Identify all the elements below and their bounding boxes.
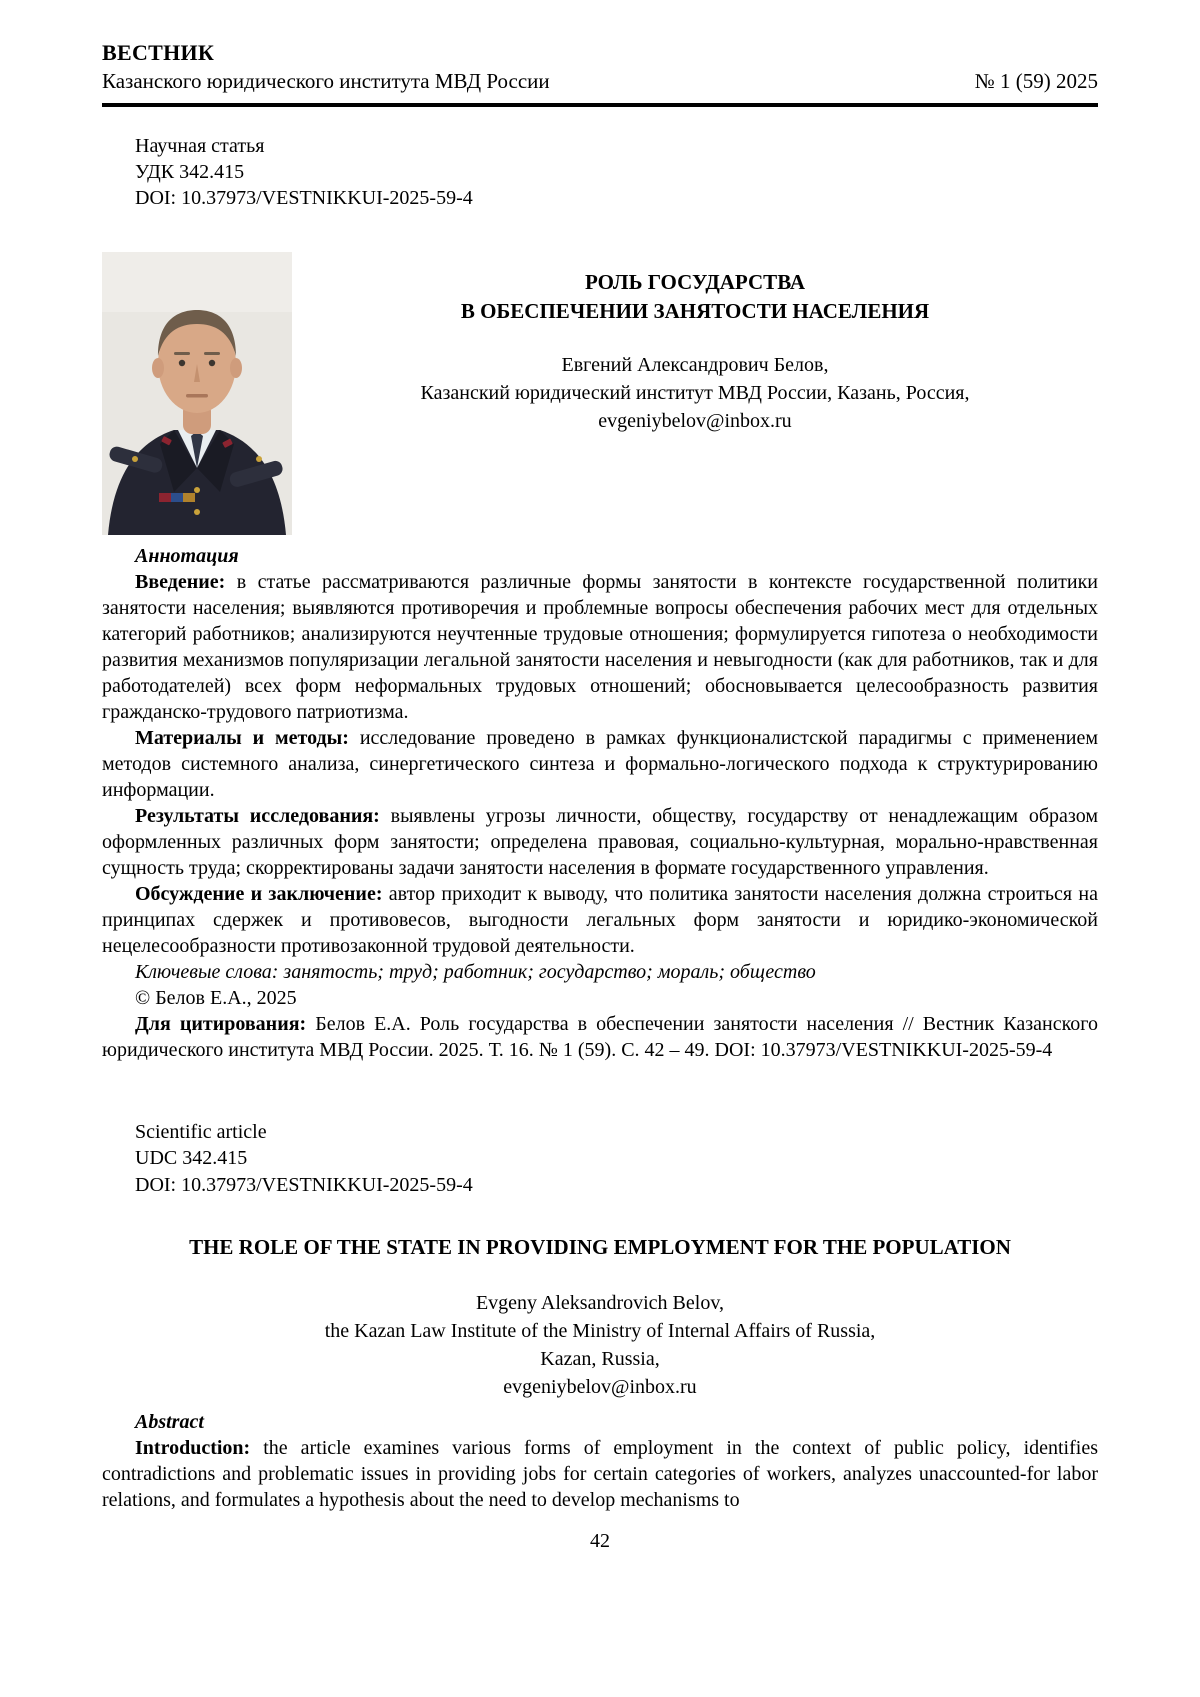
issue-number: № 1 (59) 2025 <box>974 69 1098 94</box>
abstract-paragraph-introduction-ru <box>102 569 1098 725</box>
abstract-paragraph-results-ru <box>102 803 1098 881</box>
paragraph-label: Введение: <box>135 570 226 593</box>
copyright-line: © Белов Е.А., 2025 <box>135 986 297 1009</box>
header-rule <box>102 103 1098 107</box>
citation-label: Для цитирования: <box>135 1012 307 1035</box>
abstract-paragraph-introduction-en <box>102 1435 1098 1513</box>
paragraph-text: выявлены угрозы личности, обществу, государству от ненадлежащим образом оформленных различных форм занятости; определена правовая, социально-культурная, морально-нравственная сущность труда; скорректированы задачи занятости населения в формате государственного управления. <box>102 804 1098 879</box>
paragraph-label: Материалы и методы: <box>135 726 349 749</box>
citation-text: Белов Е.А. Роль государства в обеспечении занятости населения // Вестник Казанского юридического института МВД России. 2025. Т. 16. № 1 (59). С. 42 – 49. DOI: 10.37973/VESTNIKKUI-2025-59-4 <box>102 1012 1098 1061</box>
journal-subtitle-row <box>102 68 1098 95</box>
article-title-ru-line1: РОЛЬ ГОСУДАРСТВА <box>584 269 806 294</box>
author-name-en: Evgeny Aleksandrovich Belov, <box>475 1292 725 1315</box>
article-title-ru <box>292 268 1098 327</box>
author-email-ru: evgeniybelov@inbox.ru <box>598 409 792 432</box>
doi-en: DOI: 10.37973/VESTNIKKUI-2025-59-4 <box>135 1173 473 1196</box>
author-block-en <box>102 1289 1098 1401</box>
author-block-ru <box>292 351 1098 435</box>
paragraph-text: автор приходит к выводу, что политика занятости населения должна строиться на принципах сдержек и противовесов, выгодности легальных форм занятости и юридико-экономической нецелесообразности противозаконной трудовой деятельности. <box>102 882 1098 957</box>
author-email-en: evgeniybelov@inbox.ru <box>503 1376 697 1399</box>
ru-article-meta <box>135 133 1098 212</box>
en-article-meta <box>135 1119 1098 1198</box>
udc-ru: УДК 342.415 <box>135 161 245 184</box>
abstract-heading-ru: Аннотация <box>135 544 239 567</box>
journal-header <box>102 40 1098 107</box>
title-column <box>292 252 1098 535</box>
abstract-heading-en: Abstract <box>135 1411 204 1434</box>
keywords-ru: Ключевые слова: занятость; труд; работник; государство; мораль; общество <box>135 960 816 983</box>
citation-paragraph-ru <box>102 1011 1098 1063</box>
journal-title-caps: ВЕСТНИК <box>102 40 215 65</box>
paragraph-text: the article examines various forms of employment in the context of public policy, identifies contradictions and problematic issues in providing jobs for certain categories of workers, analyzes unaccounted-for labor relations, and formulates a hypothesis about the need to develop mechanisms to <box>102 1437 1098 1512</box>
abstract-paragraph-discussion-ru <box>102 881 1098 959</box>
article-type-ru: Научная статья <box>135 134 265 157</box>
journal-subtitle: Казанского юридического института МВД России <box>102 69 550 94</box>
paragraph-label: Обсуждение и заключение: <box>135 882 383 905</box>
author-affiliation-en-line2: Kazan, Russia, <box>540 1348 660 1371</box>
author-affiliation-ru: Казанский юридический институт МВД России, Казань, Россия, <box>420 381 970 404</box>
paragraph-label: Результаты исследования: <box>135 804 380 827</box>
author-name-ru: Евгений Александрович Белов, <box>561 353 829 376</box>
title-photo-row <box>102 252 1098 535</box>
article-type-en: Scientific article <box>135 1120 267 1143</box>
udc-en: UDC 342.415 <box>135 1147 248 1170</box>
paragraph-text: в статье рассматриваются различные формы занятости в контексте государственной политики занятости населения; выявляются противоречия и проблемные вопросы обеспечения рабочих мест для отдельных категорий работников; анализируются неучтенные трудовые отношения; формулируется гипотеза о необходимости развития механизмов популяризации легальной занятости населения и невыгодности (как для работников, так и для работодателей) всех форм неформальных трудовых отношений; обосновывается целесообразность развития гражданско-трудового патриотизма. <box>102 570 1098 723</box>
author-photo <box>102 252 292 535</box>
abstract-paragraph-materials-ru <box>102 725 1098 803</box>
paragraph-text: исследование проведено в рамках функционалистской парадигмы с применением методов системного анализа, синергетического синтеза и формально-логического подхода к структурированию информации. <box>102 726 1098 801</box>
ribbon-bar-icon <box>159 493 195 502</box>
article-title-en: THE ROLE OF THE STATE IN PROVIDING EMPLOYMENT FOR THE POPULATION <box>189 1235 1011 1260</box>
article-title-ru-line2: В ОБЕСПЕЧЕНИИ ЗАНЯТОСТИ НАСЕЛЕНИЯ <box>460 299 930 324</box>
paragraph-label: Introduction: <box>135 1437 251 1460</box>
doi-ru: DOI: 10.37973/VESTNIKKUI-2025-59-4 <box>135 187 473 210</box>
author-affiliation-en-line1: the Kazan Law Institute of the Ministry of Internal Affairs of Russia, <box>324 1320 876 1343</box>
page-number: 42 <box>590 1530 610 1552</box>
